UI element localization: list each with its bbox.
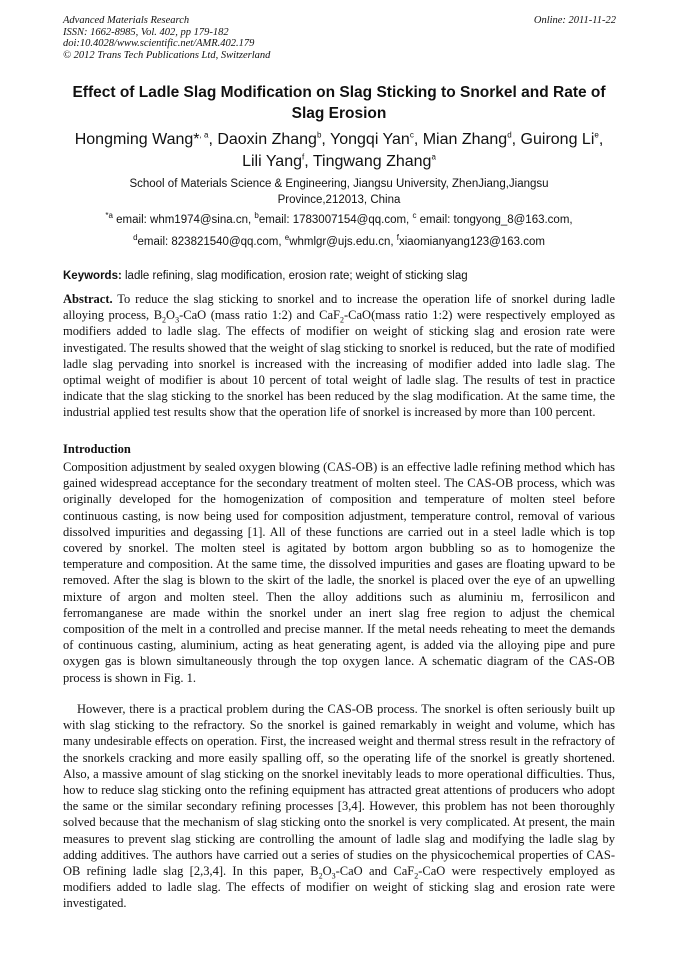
email-line-1: $^{*a}$ email: whm1974@sina.cn, $^b$email: 1783007154@qq.com, $^c$ email: tongyong_8@163.com, <box>105 211 573 226</box>
author-affil-mark: b <box>316 130 322 140</box>
title-line-2: Slag Erosion <box>291 105 387 122</box>
affiliation-line-2: Province,212013, China <box>277 194 401 206</box>
keywords-text: ladle refining, slag modification, erosion rate; weight of sticking slag <box>121 270 468 282</box>
issn-line: ISSN: 1662-8985, Vol. 402, pp 179-182 <box>63 26 229 38</box>
author-name: Lili Yang <box>242 153 302 170</box>
author-emails <box>63 209 615 253</box>
abstract: Abstract. To reduce the slag sticking to snorkel and to increase the operation life of snorkel during ladle alloying process, $B_2O_3$-CaO (mass ratio 1:2) and CaF$_2$-CaO(mass ratio 1:2) were respectively employed as modifiers added to ladle slag. The effects of modifier on weight of sticking slag and erosion rate were investigated. The results showed that the weight of slag sticking to snorkel is reduced, but the rate of modified ladle slag pervading into snorkel is increased with the increasing of modifier added into ladle slag. The optimal weight of modifier is about 10 percent of total weight of ladle slag. The results of test in practice indicate that the slag sticking to the snorkel has been reduced by the slag modification. At the same time, the industrial applied test results show that the operation life of snorkel is increased by more than 100 percent. <box>63 292 615 420</box>
paper-title <box>63 82 615 124</box>
author-affil-mark: f <box>302 152 305 162</box>
affiliation-line-1: School of Materials Science & Engineering, Jiangsu University, ZhenJiang,Jiangsu <box>129 178 549 190</box>
abstract-label: Abstract. <box>63 292 113 306</box>
title-line-1: Effect of Ladle Slag Modification on Slag Sticking to Snorkel and Rate of <box>72 84 606 101</box>
author-affil-mark: , a <box>199 130 209 140</box>
author-list: Hongming Wang*$^{, a}$, Daoxin Zhang$^b$, Yongqi Yan$^c$, Mian Zhang$^d$, Guirong Li$^e$, Lili Yang$^f$, Tingwang Zhang$^a$ <box>74 130 604 170</box>
author-name: Yongqi Yan <box>330 131 410 148</box>
keywords <box>63 268 615 284</box>
journal-header <box>63 15 270 61</box>
section-heading-introduction: Introduction <box>63 442 131 456</box>
email-line-2: $^d$email: 823821540@qq.com, $^e$whmlgr@ujs.edu.cn, $^f$xiaomianyang123@163.com <box>133 233 545 248</box>
doi-line: doi:10.4028/www.scientific.net/AMR.402.179 <box>63 38 255 49</box>
author-name: Daoxin Zhang <box>217 131 317 148</box>
author-affil-mark: c <box>409 130 414 140</box>
author-name: Tingwang Zhang <box>312 153 432 170</box>
journal-name: Advanced Materials Research <box>63 15 190 26</box>
author-name: Hongming Wang* <box>74 131 200 148</box>
copyright-line: © 2012 Trans Tech Publications Ltd, Switzerland <box>63 49 271 61</box>
keywords-label: Keywords: <box>63 270 122 282</box>
author-affil-mark: a <box>431 152 436 162</box>
online-date: Online: 2011-11-22 <box>533 15 616 26</box>
author-affil-mark: e <box>594 130 599 140</box>
author-affil-mark: d <box>507 130 512 140</box>
intro-paragraph-1: Composition adjustment by sealed oxygen blowing (CAS-OB) is an effective ladle refining method which has gained widespread acceptance for the secondary treatment of molten steel. The CAS-OB process, which was originally developed for the homogenization of composition and temperature of molten steel before continuous casting, is now being used for composition adjustment, temperature control, removal of various dissolved impurities and degassing [1]. All of these functions are carried out in a steel ladle which is top covered by snorkel. The molten steel is agitated by bottom argon bubbling so as to homogenize the temperature and composition. At the same time, the dissolved impurities and gases are floating upward to be removed. After the slag is blown to the skirt of the ladle, the snorkel is placed over the eye of an upwelling mixture of argon and molten steel. Then the alloy additions such as aluminiu m, ferrosilicon and ferromanganese are made within the snorkel under an inert slag free region to adjust the chemical composition of the melt in a controlled and precise manner. If the metal needs reheating to meet the demands of continuous casting, aluminium, acting as heat generating agent, is added via the alloying pipe and pure oxygen gas is blown simultaneously through the top oxygen lance. A schematic diagram of the CAS-OB process is shown in Fig. 1. <box>63 460 615 685</box>
author-name: Mian Zhang <box>422 131 508 148</box>
affiliation <box>63 176 615 208</box>
author-name: Guirong Li <box>520 131 595 148</box>
intro-paragraph-2: However, there is a practical problem during the CAS-OB process. The snorkel is often seriously built up with slag sticking to the refractory. So the snorkel is gained remarkably in weight and volume, which has many undesirable effects on operation. First, the increased weight and thermal stress result in the refractory of the snorkels cracking and more easily spalling off, so the operating life of the snorkel is greatly shortened. Also, a massive amount of slag sticking on the snorkel inevitably leads to more operational difficulties. Thus, how to reduce slag sticking onto the refining equipment has attracted great attentions of producers who adopt the same or the similar secondary refining processes [3,4]. However, this problem has not been thoroughly solved because that the mechanism of slag sticking onto the snorkel is very complicated. At present, the main measures to prevent slag sticking are controlling the amount of ladle slag and modifying the ladle slag by adding additives. The authors have carried out a series of studies on the physicochemical properties of CAS-OB refining ladle slag [2,3,4]. In this paper, $B_2O_3$-CaO and CaF$_2$-CaO were respectively employed as modifiers added to ladle slag. The effects of modifier on weight of sticking slag and erosion rate were investigated. <box>63 702 615 911</box>
